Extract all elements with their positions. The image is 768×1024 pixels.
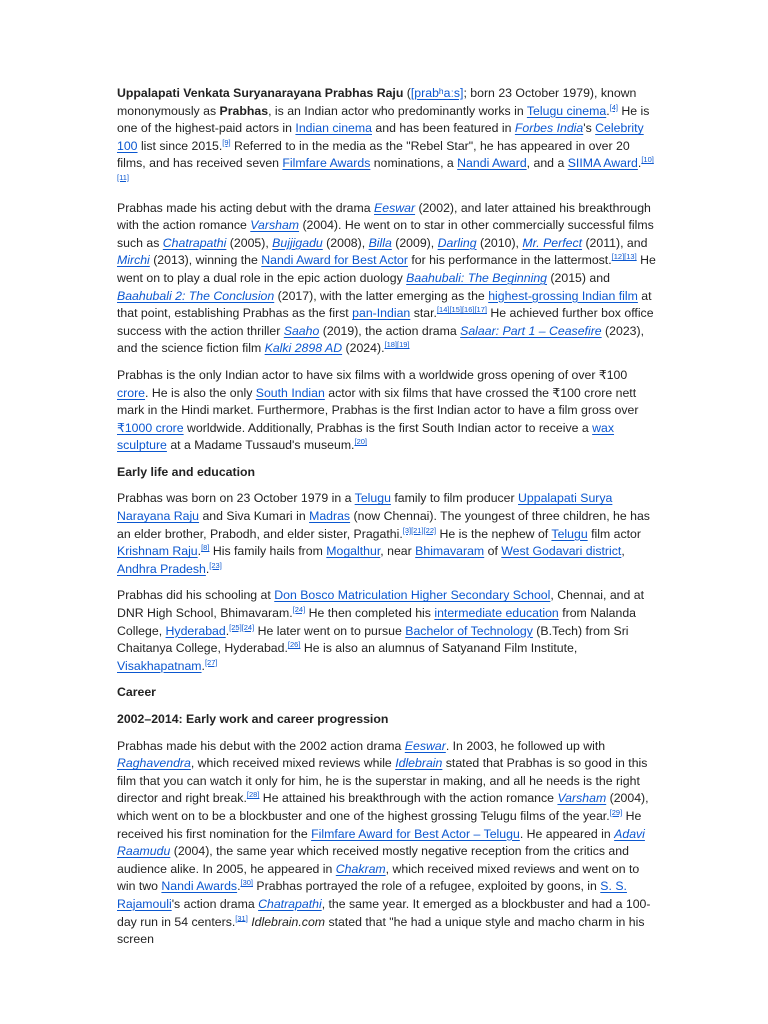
ipa-link[interactable]: [prabʰaːs] <box>410 86 464 100</box>
idlebrain-com: Idlebrain.com <box>251 914 326 929</box>
link-darling[interactable]: Darling <box>437 235 477 250</box>
link-eeswar[interactable]: Eeswar <box>374 200 416 215</box>
early-life-paragraph: Prabhas was born on 23 October 1979 in a Telugu family to film producer Uppalapati Surya Narayana Raju and Siva Kumari in Madras (now Chennai). The youngest of three children, he has an elder brother, Prabodh, and elder sister, Pragathi.[3][21][22] He is the nephew of Telugu film actor Krishnam Raju.[8] His family hails from Mogalthur, near Bhimavaram of West Godavari district, Andhra Pradesh.[23] <box>117 491 650 576</box>
ref-link[interactable]: [30] <box>240 878 254 888</box>
link-varsham-2[interactable]: Varsham <box>557 791 607 806</box>
link-crore[interactable]: crore <box>117 385 146 400</box>
records-paragraph: Prabhas is the only Indian actor to have six films with a worldwide gross opening of over ₹100 crore. He is also the only South Indian actor with six films that have crossed the ₹100 crore nett mark in the Hindi market. Furthermore, Prabhas is the first Indian actor to have a film gross over ₹1000 crore worldwide. Additionally, Prabhas is the first South Indian actor to receive a wax sculpture at a Madame Tussaud's museum.[20] <box>117 367 639 453</box>
ref-link[interactable]: [9] <box>222 137 231 147</box>
link-chatrapathi-2[interactable]: Chatrapathi <box>258 896 322 911</box>
ref-link[interactable]: [4] <box>609 102 618 112</box>
link-mogalthur[interactable]: Mogalthur <box>326 544 381 559</box>
link-baahubali-conclusion[interactable]: Baahubali 2: The Conclusion <box>117 288 275 303</box>
link-forbes-india[interactable]: Forbes India <box>514 121 584 136</box>
link-kalki[interactable]: Kalki 2898 AD <box>264 341 343 356</box>
link-adavi-raamudu[interactable]: Adavi Raamudu <box>117 826 645 859</box>
link-idlebrain[interactable]: Idlebrain <box>395 756 443 771</box>
heading-early-life: Early life and education <box>117 464 256 479</box>
ref-link[interactable]: [28] <box>246 790 260 800</box>
link-wax-sculpture[interactable]: wax sculpture <box>117 420 615 453</box>
link-intermediate-education[interactable]: intermediate education <box>434 606 559 621</box>
ref-link[interactable]: [18][19] <box>384 340 410 350</box>
link-bujjigadu[interactable]: Bujjigadu <box>272 235 323 250</box>
ref-link[interactable]: [29] <box>609 807 623 817</box>
ref-link[interactable]: [12][13] <box>611 252 637 262</box>
link-telugu-2[interactable]: Telugu <box>551 526 588 541</box>
link-btech[interactable]: Bachelor of Technology <box>405 623 533 638</box>
link-telugu-cinema[interactable]: Telugu cinema <box>526 103 607 118</box>
link-chakram[interactable]: Chakram <box>335 861 386 876</box>
link-salaar[interactable]: Salaar: Part 1 – Ceasefire <box>460 323 602 338</box>
link-pan-indian[interactable]: pan-Indian <box>352 306 411 321</box>
link-siima-award[interactable]: SIIMA Award <box>567 156 638 171</box>
link-varsham[interactable]: Varsham <box>250 218 300 233</box>
link-rajamouli[interactable]: S. S. Rajamouli <box>117 879 627 911</box>
career-summary-paragraph: Prabhas made his acting debut with the drama Eeswar (2002), and later attained his breakthrough with the action romance Varsham (2004). He went on to star in other commercially successful films such as Chatrapathi (2005), Bujjigadu (2008), Billa (2009), Darling (2010), Mr. Perfect (2011), and Mirchi (2013), winning the Nandi Award for Best Actor for his performance in the lattermost.[12][13] He went on to play a dual role in the epic action duology Baahubali: The Beginning (2015) and Baahubali 2: The Conclusion (2017), with the latter emerging as the highest-grossing Indian film at that point, establishing Prabhas as the first pan-Indian star.[14][15][16][17] He achieved further box office success with the action thriller Saaho (2019), the action drama Salaar: Part 1 – Ceasefire (2023), and the science fiction film Kalki 2898 AD (2024).[18][19] <box>117 200 656 356</box>
ref-link[interactable]: [8] <box>201 543 210 553</box>
link-andhra-pradesh[interactable]: Andhra Pradesh <box>117 561 206 576</box>
early-career-paragraph: Prabhas made his debut with the 2002 action drama Eeswar. In 2003, he followed up with Raghavendra, which received mixed reviews while Idlebrain stated that Prabhas is so good in this film that you can watch it only for him, he is the superstar in making, and all he needs is the right director and right break.[28] He attained his breakthrough with the action romance Varsham (2004), which went on to be a blockbuster and one of the highest grossing Telugu films of the year.[29] He received his first nomination for the Filmfare Award for Best Actor – Telugu. He appeared in Adavi Raamudu (2004), the same year which received mostly negative reception from the critics and audience alike. In 2005, he appeared in Chakram, which received mixed reviews and went on to win two Nandi Awards.[30] Prabhas portrayed the role of a refugee, exploited by goons, in S. S. Rajamouli's action drama Chatrapathi, the same year. It emerged as a blockbuster and had a 100-day run in 54 centers.[31] Idlebrain.com stated that "he had a unique style and macho charm in his screen <box>117 738 651 947</box>
link-hyderabad[interactable]: Hyderabad <box>165 623 226 638</box>
link-eeswar-2[interactable]: Eeswar <box>404 738 446 753</box>
ref-link[interactable]: [20] <box>354 437 367 447</box>
link-saaho[interactable]: Saaho <box>283 323 320 338</box>
link-telugu[interactable]: Telugu <box>354 491 391 506</box>
link-indian-cinema[interactable]: Indian cinema <box>295 121 372 136</box>
link-filmfare-awards[interactable]: Filmfare Awards <box>282 156 371 171</box>
full-name: Uppalapati Venkata Suryanarayana Prabhas Raju <box>117 86 404 100</box>
link-don-bosco[interactable]: Don Bosco Matriculation Higher Secondary School <box>274 588 551 603</box>
link-bhimavaram[interactable]: Bhimavaram <box>415 544 485 559</box>
link-madras[interactable]: Madras <box>309 509 351 524</box>
link-west-godavari[interactable]: West Godavari district <box>501 544 622 559</box>
link-nandi-best-actor[interactable]: Nandi Award for Best Actor <box>261 253 408 268</box>
link-highest-grossing[interactable]: highest-grossing Indian film <box>488 288 638 303</box>
ref-link[interactable]: [3][21][22] <box>402 525 437 535</box>
link-baahubali-beginning[interactable]: Baahubali: The Beginning <box>406 270 548 285</box>
link-mirchi[interactable]: Mirchi <box>117 253 150 268</box>
link-south-indian[interactable]: South Indian <box>255 385 325 400</box>
link-mr-perfect[interactable]: Mr. Perfect <box>522 235 583 250</box>
link-krishnam-raju[interactable]: Krishnam Raju <box>117 544 198 559</box>
intro-paragraph: Uppalapati Venkata Suryanarayana Prabhas Raju ([prabʰaːs]; born 23 October 1979), known mononymously as Prabhas, is an Indian actor who predominantly works in Telugu cinema.[4] He is one of the highest-paid actors in Indian cinema and has been featured in Forbes India's Celebrity 100 list since 2015.[9] Referred to in the media as the "Rebel Star", he has appeared in over 20 films, and has received seven Filmfare Awards nominations, a Nandi Award, and a SIIMA Award.[10][11] <box>117 86 654 182</box>
ref-link[interactable]: [23] <box>209 560 222 570</box>
ref-link[interactable]: [25][24] <box>229 622 255 632</box>
education-paragraph: Prabhas did his schooling at Don Bosco Matriculation Higher Secondary School, Chennai, and at DNR High School, Bhimavaram.[24] He then completed his intermediate education from Nalanda College, Hyderabad.[25][24] He later went on to pursue Bachelor of Technology (B.Tech) from Sri Chaitanya College, Hyderabad.[26] He is also an alumnus of Satyanand Film Institute, Visakhapatnam.[27] <box>117 588 645 673</box>
link-celebrity-100[interactable]: Celebrity 100 <box>117 121 644 153</box>
link-raghavendra[interactable]: Raghavendra <box>117 756 191 771</box>
link-nandi-award[interactable]: Nandi Award <box>457 156 527 171</box>
link-billa[interactable]: Billa <box>368 235 392 250</box>
link-nandi-awards[interactable]: Nandi Awards <box>161 879 238 894</box>
link-visakhapatnam[interactable]: Visakhapatnam <box>117 658 202 673</box>
link-chatrapathi[interactable]: Chatrapathi <box>162 235 227 250</box>
ref-link[interactable]: [26] <box>287 640 301 650</box>
ref-link[interactable]: [10][11] <box>117 155 654 182</box>
heading-2002-2014: 2002–2014: Early work and career progression <box>117 712 389 726</box>
ref-link[interactable]: [14][15][16][17] <box>436 305 487 315</box>
link-1000-crore[interactable]: ₹1000 crore <box>117 420 184 435</box>
ref-link[interactable]: [27] <box>204 657 218 667</box>
article-body <box>117 85 657 958</box>
ref-link[interactable]: [31] <box>235 913 248 923</box>
ref-link[interactable]: [24] <box>292 604 306 614</box>
heading-career: Career <box>117 685 156 700</box>
link-father[interactable]: Uppalapati Surya Narayana Raju <box>117 491 613 524</box>
link-filmfare-best-actor[interactable]: Filmfare Award for Best Actor – Telugu <box>311 826 520 841</box>
